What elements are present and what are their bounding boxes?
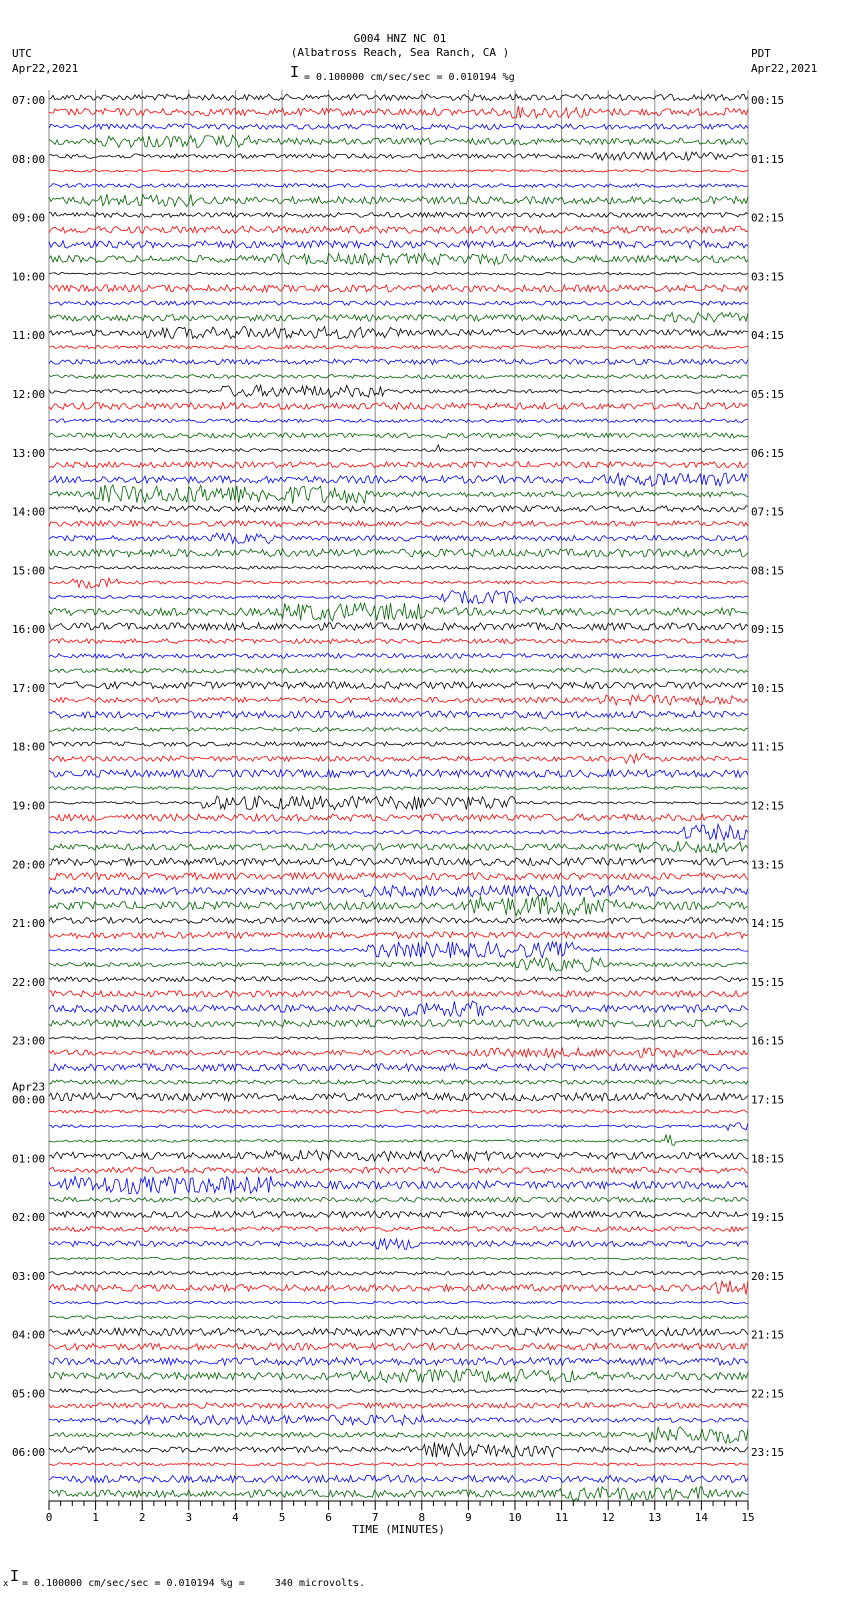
pdt-hour-label: 23:15 [751,1446,785,1460]
seismic-trace [49,814,748,821]
seismic-trace [49,359,748,365]
seismic-trace [49,326,748,338]
x-tick-label: 13 [648,1511,662,1524]
seismic-trace [49,1167,748,1173]
seismic-trace [49,124,748,130]
seismic-trace [49,1227,748,1232]
seismic-trace [49,668,748,672]
seismic-trace [49,682,748,689]
pdt-hour-label: 11:15 [751,740,785,754]
seismic-trace [49,1176,748,1194]
pdt-hour-label: 16:15 [751,1034,785,1048]
pdt-hour-label: 13:15 [751,858,785,872]
left-timezone: UTC [12,47,32,60]
pdt-hour-label: 19:15 [751,1211,785,1225]
seismic-trace [49,1475,748,1482]
seismic-trace [49,184,748,188]
seismic-trace [49,170,748,173]
seismic-trace [49,94,748,100]
utc-hour-label: 12:00 [12,387,46,401]
seismic-trace [49,841,748,853]
footer-mark: x [3,1579,9,1589]
utc-hour-label: 04:00 [12,1328,46,1342]
seismic-trace [49,977,748,982]
pdt-hour-label: 15:15 [751,975,785,989]
seismic-trace [49,549,748,557]
seismic-trace [49,787,748,790]
seismic-trace [49,1281,748,1295]
pdt-hour-label: 21:15 [751,1328,785,1342]
scale-bar-icon: I [290,63,300,81]
utc-hour-label: 15:00 [12,564,46,578]
seismic-trace [49,639,748,644]
pdt-hour-label: 04:15 [751,329,785,343]
x-tick-label: 8 [418,1511,426,1524]
utc-hour-label: 09:00 [12,211,46,225]
utc-hour-label: 03:00 [12,1269,46,1283]
utc-hour-label: 07:00 [12,94,46,107]
utc-hour-label: 08:00 [12,152,46,166]
seismic-trace [49,623,748,631]
seismic-trace [49,1357,748,1365]
pdt-hour-label: 07:15 [751,505,785,519]
x-tick-label: 3 [185,1511,193,1524]
seismic-trace [49,770,748,778]
seismic-trace [49,654,748,659]
seismic-trace [49,1487,748,1501]
x-tick-label: 1 [92,1511,99,1524]
x-tick-label: 9 [465,1511,472,1524]
seismic-trace [49,506,748,512]
seismic-trace [49,942,748,958]
utc-hour-label: 22:00 [12,975,46,989]
utc-hour-label: 16:00 [12,623,46,637]
seismic-trace [49,1463,748,1466]
seismic-trace [49,1048,748,1057]
seismic-trace [49,1442,748,1457]
seismic-trace [49,375,748,379]
seismic-trace [49,462,748,468]
pdt-hour-label: 17:15 [751,1093,785,1107]
date-change-label: Apr23 [12,1080,46,1094]
seismic-trace [49,253,748,264]
seismic-trace [49,603,748,621]
seismic-trace [49,1343,748,1350]
x-tick-label: 6 [325,1511,332,1524]
seismic-trace [49,1150,748,1161]
utc-hour-label: 20:00 [12,858,46,872]
seismic-trace [49,991,748,997]
seismic-trace [49,1389,748,1393]
x-tick-label: 11 [554,1511,569,1524]
x-tick-label: 4 [232,1511,239,1524]
x-tick-label: 2 [138,1511,146,1524]
seismic-trace [49,485,748,504]
seismic-trace [49,313,748,323]
seismic-trace [49,403,748,410]
utc-hour-label: 11:00 [12,329,46,343]
x-axis-label: TIME (MINUTES) [352,1523,445,1536]
seismic-trace [49,1271,748,1275]
seismic-trace [49,445,748,452]
pdt-hour-label: 14:15 [751,917,785,931]
seismic-trace [49,346,748,350]
seismic-trace [49,241,748,249]
seismic-trace [49,958,748,972]
pdt-hour-label: 10:15 [751,681,785,695]
seismic-trace [49,473,748,487]
left-date: Apr22,2021 [12,62,79,75]
scale-text: = 0.100000 cm/sec/sec = 0.010194 %g [304,72,515,83]
seismic-trace [49,285,748,292]
x-tick-label: 5 [278,1511,286,1524]
seismic-trace [49,1197,748,1202]
seismic-trace [49,152,748,161]
station-location: (Albatross Reach, Sea Ranch, CA ) [290,46,510,59]
seismic-trace [49,578,748,588]
utc-hour-label: 13:00 [12,446,46,460]
x-tick-label: 10 [508,1511,522,1524]
pdt-hour-label: 08:15 [751,564,785,578]
seismic-trace [49,226,748,233]
utc-hour-label: 19:00 [12,799,46,813]
seismic-trace [49,695,748,705]
seismic-trace [49,135,748,147]
seismic-trace [49,1135,748,1146]
seismic-trace [49,1316,748,1319]
seismic-trace [49,1427,748,1443]
seismic-trace [49,419,748,423]
x-tick-label: 12 [601,1511,615,1524]
utc-hour-label: 02:00 [12,1211,46,1225]
seismic-trace [49,433,748,438]
utc-hour-label: 06:00 [12,1446,46,1460]
seismic-trace [49,1369,748,1382]
seismic-trace [49,1403,748,1409]
seismic-trace [49,1123,748,1131]
pdt-hour-label: 06:15 [751,446,785,460]
seismic-trace [49,1110,748,1114]
seismic-trace [49,742,748,747]
footer-scale-bar-icon: I [10,1567,20,1585]
seismic-trace [49,1080,748,1084]
seismic-trace [49,1415,748,1425]
seismic-trace [49,918,748,924]
seismic-trace [49,1037,748,1039]
seismic-trace [49,194,748,206]
seismic-trace [49,212,748,217]
seismic-trace [49,273,748,275]
utc-hour-label: 00:00 [12,1093,46,1107]
footer-scale-text: = 0.100000 cm/sec/sec = 0.010194 %g = 340 microvolts. [22,1578,366,1589]
seismic-trace [49,885,748,896]
utc-hour-label: 01:00 [12,1152,46,1166]
seismic-trace [49,711,748,718]
seismic-trace [49,533,748,544]
x-tick-label: 14 [694,1511,709,1524]
seismic-trace [49,1064,748,1071]
utc-hour-label: 05:00 [12,1387,46,1401]
pdt-hour-label: 00:15 [751,94,785,107]
pdt-hour-label: 12:15 [751,799,785,813]
seismic-trace [49,1238,748,1249]
seismic-trace [49,385,748,397]
utc-hour-label: 17:00 [12,681,46,695]
seismic-trace [49,1301,748,1304]
seismic-trace [49,932,748,939]
seismic-trace [49,1211,748,1217]
pdt-hour-label: 20:15 [751,1269,785,1283]
utc-hour-label: 21:00 [12,917,46,931]
utc-hour-label: 14:00 [12,505,46,519]
seismic-trace [49,896,748,916]
right-date: Apr22,2021 [751,62,818,75]
pdt-hour-label: 09:15 [751,623,785,637]
pdt-hour-label: 22:15 [751,1387,785,1401]
x-tick-label: 0 [45,1511,53,1524]
seismic-trace [49,727,748,731]
seismic-trace [49,301,748,305]
station-title: G004 HNZ NC 01 [353,32,447,45]
pdt-hour-label: 02:15 [751,211,785,225]
seismic-trace [49,1093,748,1101]
seismic-trace [49,1020,748,1027]
seismic-trace [49,1001,748,1016]
utc-hour-label: 18:00 [12,740,46,754]
x-tick-label: 7 [371,1511,379,1524]
pdt-hour-label: 05:15 [751,387,785,401]
seismic-trace [49,754,748,764]
seismic-trace [49,591,748,604]
seismic-trace [49,1257,748,1260]
seismic-trace [49,796,748,810]
x-tick-label: 15 [741,1511,755,1524]
pdt-hour-label: 03:15 [751,270,785,284]
seismic-trace [49,106,748,118]
seismic-trace [49,521,748,527]
utc-hour-label: 23:00 [12,1034,46,1048]
right-timezone: PDT [751,47,771,60]
utc-hour-label: 10:00 [12,270,46,284]
seismic-trace [49,566,748,569]
seismic-trace [49,824,748,840]
seismic-trace [49,1328,748,1336]
pdt-hour-label: 18:15 [751,1152,785,1166]
seismic-trace [49,873,748,880]
pdt-hour-label: 01:15 [751,152,785,166]
seismic-trace [49,858,748,866]
